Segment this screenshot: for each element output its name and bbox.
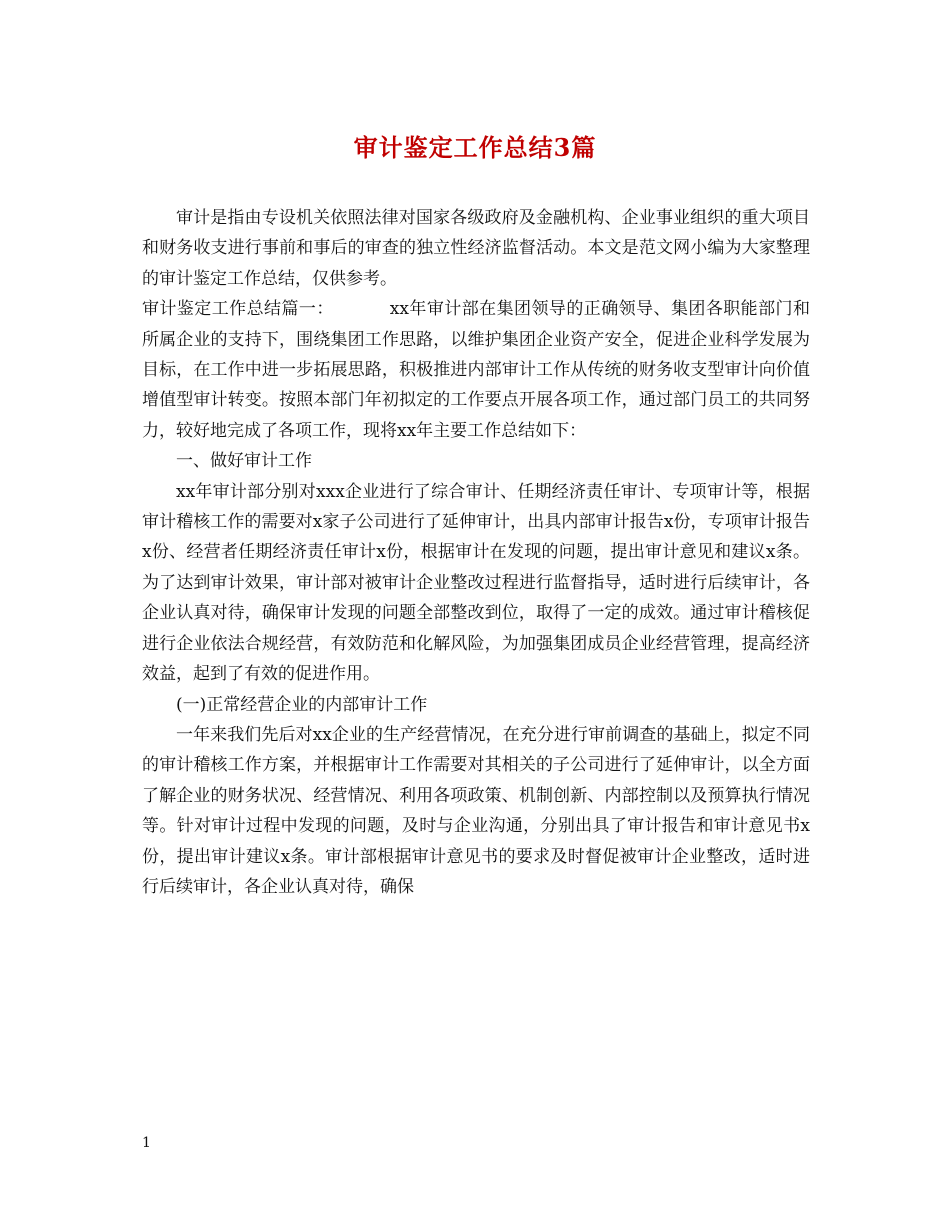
section-1-paragraph	[142, 294, 810, 446]
page-number: 1	[142, 1135, 151, 1151]
section-1-label: 审计鉴定工作总结篇一：	[142, 299, 334, 320]
document-body	[142, 203, 810, 902]
heading-2: (一)正常经营企业的内部审计工作	[176, 694, 428, 715]
document-title: 审计鉴定工作总结3篇	[353, 133, 597, 162]
intro-paragraph: 审计是指由专设机关依照法律对国家各级政府及金融机构、企业事业组织的重大项目和财务收支进行事前和事后的审查的独立性经济监督活动。本文是范文网小编为大家整理的审计鉴定工作总结，仅供参考。	[142, 208, 810, 289]
section-1-text: xx年审计部在集团领导的正确领导、集团各职能部门和所属企业的支持下，围绕集团工作思路，以维护集团企业资产安全，促进企业科学发展为目标，在工作中进一步拓展思路，积极推进内部审计工作从传统的财务收支型审计向价值增值型审计转变。按照本部门年初拟定的工作要点开展各项工作，通过部门员工的共同努力，较好地完成了各项工作，现将xx年主要工作总结如下：	[142, 299, 810, 441]
paragraph-1: xx年审计部分别对xxx企业进行了综合审计、任期经济责任审计、专项审计等，根据审计稽核工作的需要对x家子公司进行了延伸审计，出具内部审计报告x份，专项审计报告x份、经营者任期经济责任审计x份，根据审计在发现的问题，提出审计意见和建议x条。为了达到审计效果，审计部对被审计企业整改过程进行监督指导，适时进行后续审计，各企业认真对待，确保审计发现的问题全部整改到位，取得了一定的成效。通过审计稽核促进行企业依法合规经营，有效防范和化解风险，为加强集团成员企业经营管理，提高经济效益，起到了有效的促进作用。	[142, 481, 810, 685]
paragraph-2: 一年来我们先后对xx企业的生产经营情况，在充分进行审前调查的基础上，拟定不同的审计稽核工作方案，并根据审计工作需要对其相关的子公司进行了延伸审计，以全方面了解企业的财务状况、经营情况、利用各项政策、机制创新、内部控制以及预算执行情况等。针对审计过程中发现的问题，及时与企业沟通，分别出具了审计报告和审计意见书x份，提出审计建议x条。审计部根据审计意见书的要求及时督促被审计企业整改，适时进行后续审计，各企业认真对待，确保	[142, 724, 810, 897]
heading-1: 一、做好审计工作	[176, 451, 312, 472]
